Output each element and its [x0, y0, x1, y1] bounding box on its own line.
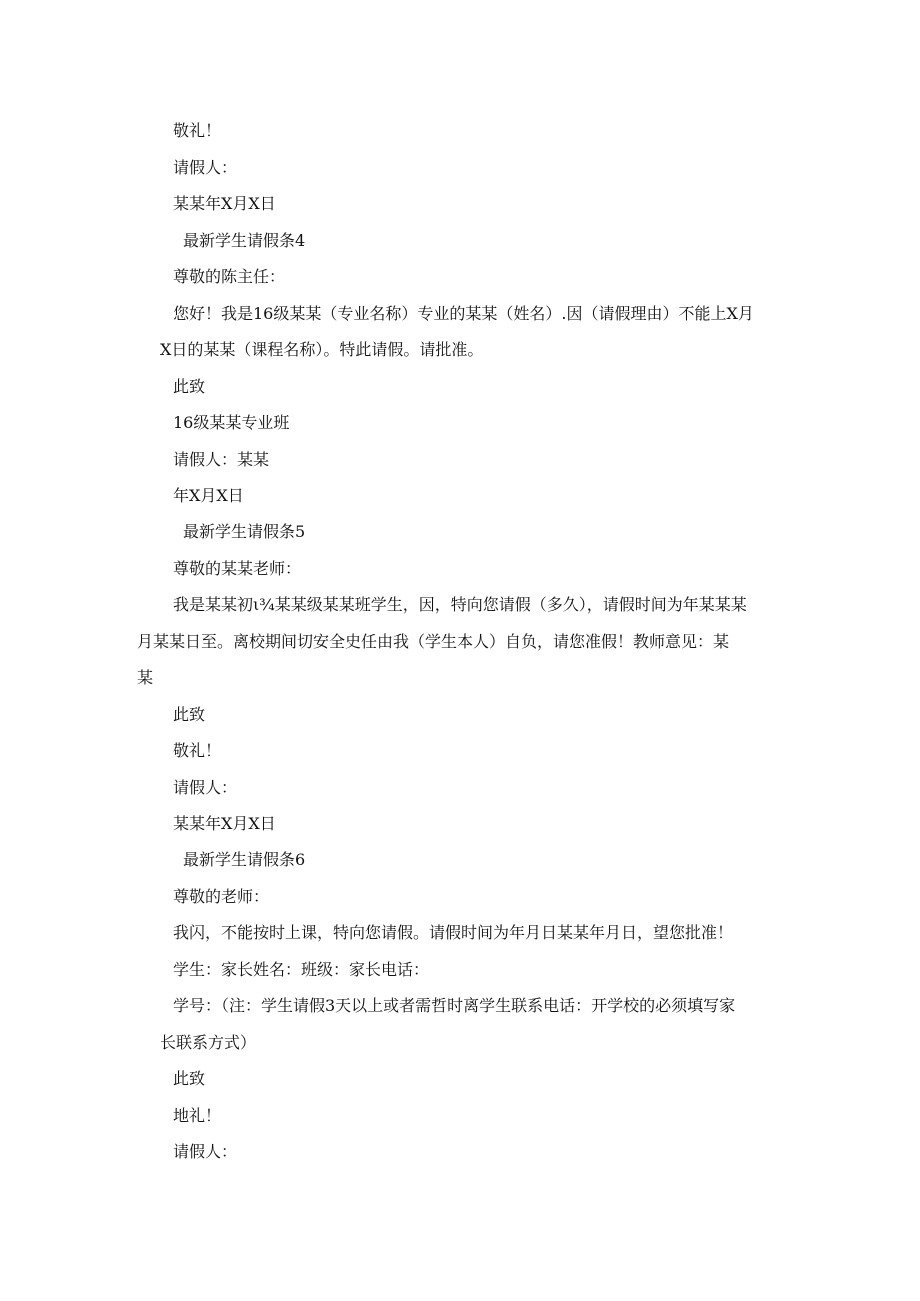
- applicant-line: 请假人：某某: [173, 450, 270, 469]
- section-heading-5: 最新学生请假条5: [183, 522, 306, 541]
- salutation: 尊敬的陈主任：: [173, 267, 286, 286]
- note-line-continued: 长联系方式）: [160, 1033, 257, 1052]
- applicant-label: 请假人：: [173, 1142, 238, 1161]
- applicant-label: 请假人：: [173, 778, 238, 797]
- closing: 此致: [173, 377, 206, 396]
- date-line: 某某年X月X日: [173, 814, 276, 833]
- date-line: 某某年X月X日: [173, 194, 276, 213]
- note-line: 学号：（注：学生请假3天以上或者需哲时离学生联系电话：开学校的必须填写家: [173, 996, 736, 1015]
- closing-salute: 敬礼！: [173, 741, 222, 760]
- closing-salute: 敬礼！: [173, 121, 222, 140]
- body-text: 您好！我是16级某某（专业名称）专业的某某（姓名）.因（请假理由）不能上X月: [173, 304, 754, 323]
- form-fields-line: 学生：家长姓名：班级：家长电话：: [173, 960, 430, 979]
- closing: 此致: [173, 705, 206, 724]
- body-text-continued: 月某某日至。离校期间切安全史任由我（学生本人）自负，请您准假！教师意见：某: [137, 632, 730, 651]
- section-heading-4: 最新学生请假条4: [183, 231, 306, 250]
- salutation: 尊敬的某某老师：: [173, 559, 302, 578]
- section-heading-6: 最新学生请假条6: [183, 850, 306, 869]
- salutation: 尊敬的老师：: [173, 887, 270, 906]
- applicant-label: 请假人：: [173, 158, 238, 177]
- date-line: 年X月X日: [173, 486, 244, 505]
- body-text: 我闪，不能按时上课，特向您请假。请假时间为年月日某某年月日，望您批准！: [173, 923, 734, 942]
- closing-salute: 地礼！: [173, 1106, 222, 1125]
- class-line: 16级某某专业班: [173, 413, 290, 432]
- closing: 此致: [173, 1069, 206, 1088]
- body-text-continued: 某: [137, 668, 154, 687]
- body-text-continued: X日的某某（课程名称）。特此请假。请批准。: [160, 340, 484, 359]
- body-text: 我是某某初ι¾某某级某某班学生，因，特向您请假（多久），请假时间为年某某某: [173, 595, 747, 614]
